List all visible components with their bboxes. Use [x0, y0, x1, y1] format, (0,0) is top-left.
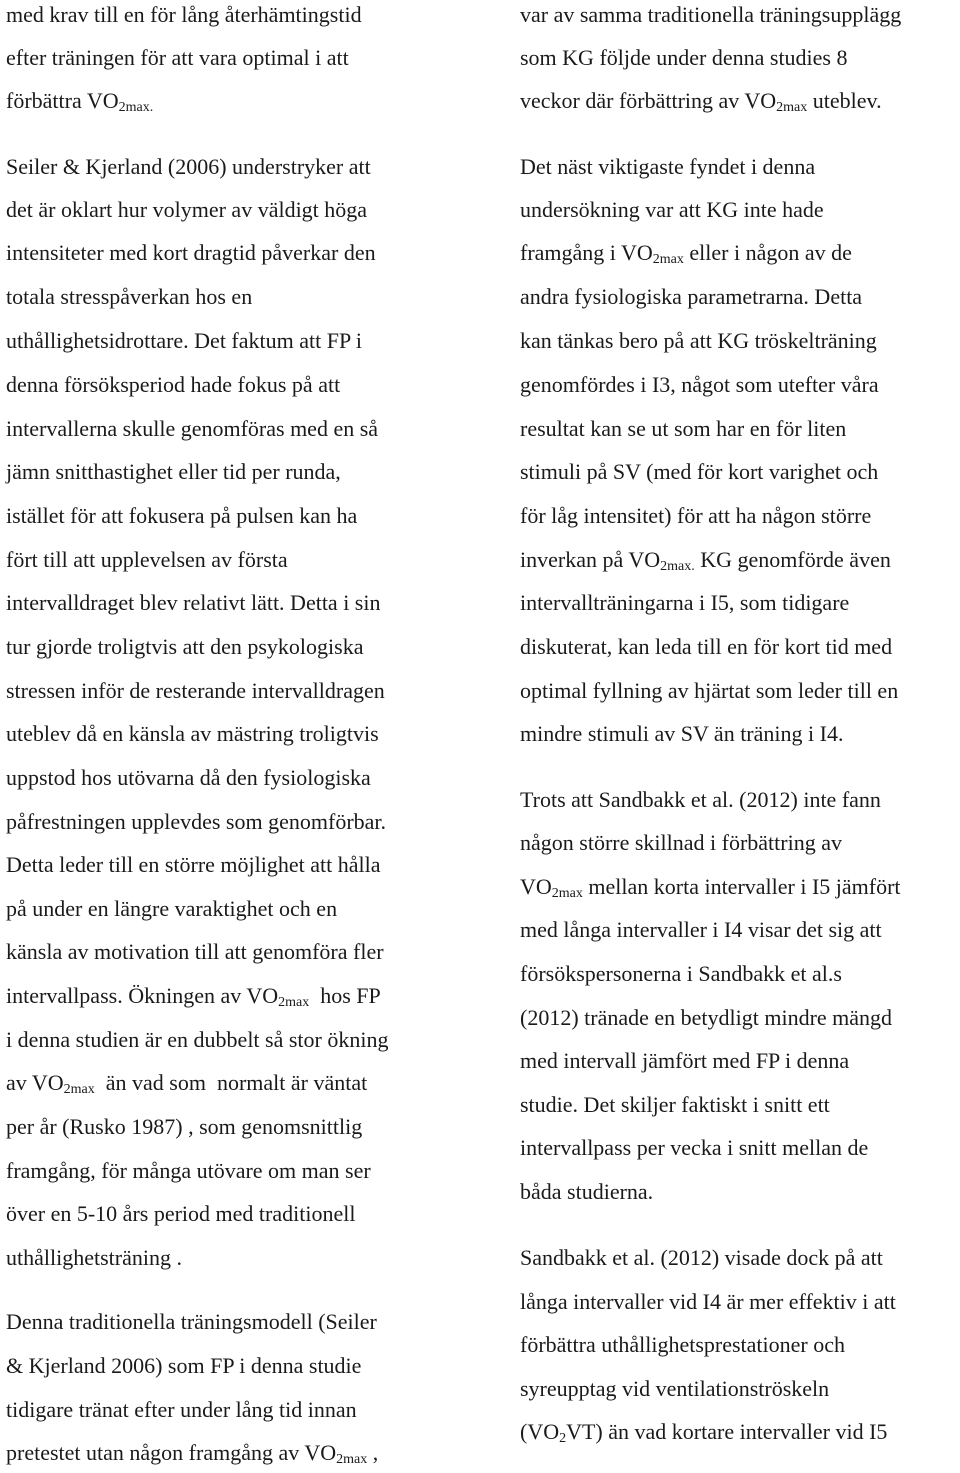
text-line-main: uthållighetsträning . — [6, 1245, 182, 1270]
text-line-tail: VT) än vad kortare intervaller vid I5 — [566, 1419, 888, 1444]
text-line — [520, 284, 862, 310]
text-line-tail: eller i någon av de — [683, 240, 852, 265]
text-line-main: Seiler & Kjerland (2006) understryker att — [6, 154, 371, 179]
text-line-main: mindre stimuli av SV än träning i I4. — [520, 721, 844, 746]
text-line — [520, 917, 882, 943]
text-line — [6, 765, 371, 791]
text-line — [520, 2, 901, 28]
text-line — [6, 1397, 357, 1423]
text-line — [520, 1135, 868, 1161]
text-line — [6, 1158, 371, 1184]
subscript: 2max — [63, 1082, 95, 1097]
text-line — [6, 590, 380, 616]
text-line-main: försökspersonerna i Sandbakk et al.s — [520, 961, 842, 986]
text-line-main: det är oklart hur volymer av väldigt höga — [6, 197, 368, 222]
subscript: 2max — [776, 100, 808, 115]
text-line — [6, 721, 379, 747]
text-line-main: intervallträningarna i I5, som tidigare — [520, 590, 850, 615]
text-line-main: andra fysiologiska parametrarna. Detta — [520, 284, 863, 309]
text-line — [6, 809, 386, 835]
text-line — [6, 1027, 388, 1053]
text-line — [520, 1332, 845, 1358]
text-line — [6, 678, 385, 704]
text-line-main: pretestet utan någon framgång av VO — [6, 1440, 337, 1465]
text-line-main: intervallerna skulle genomföras med en så — [6, 416, 379, 441]
text-line — [520, 1092, 830, 1118]
text-line-main: Denna traditionella träningsmodell (Seiler — [6, 1309, 377, 1334]
text-line — [520, 961, 842, 987]
text-line — [6, 1353, 361, 1379]
text-line-main: tur gjorde troligtvis att den psykologiska — [6, 634, 364, 659]
text-line-tail: hos FP — [309, 983, 381, 1008]
text-line — [520, 88, 882, 121]
text-line-main: på under en längre varaktighet och en — [6, 896, 338, 921]
text-line — [520, 1245, 883, 1271]
text-line-main: uthållighetsidrottare. Det faktum att FP i — [6, 328, 363, 353]
text-line-main: stimuli på SV (med för kort varighet och — [520, 459, 879, 484]
text-line — [520, 503, 871, 529]
text-line-main: med långa intervaller i I4 visar det sig att — [520, 917, 882, 942]
text-line — [6, 1245, 182, 1271]
text-line — [6, 372, 340, 398]
text-line-main: studie. Det skiljer faktiskt i snitt ett — [520, 1092, 830, 1117]
subscript: 2max. — [660, 559, 695, 574]
text-line — [520, 634, 892, 660]
text-line — [520, 1179, 653, 1205]
text-line-main: med intervall jämfört med FP i denna — [520, 1048, 850, 1073]
text-line-main: av VO — [6, 1070, 64, 1095]
text-line-main: kan tänkas bero på att KG tröskelträning — [520, 328, 877, 353]
text-line-main: (VO — [520, 1419, 560, 1444]
text-line-main: intervallpass. Ökningen av VO — [6, 983, 279, 1008]
text-line-main: båda studierna. — [520, 1179, 654, 1204]
text-line — [6, 1201, 355, 1227]
subscript: 2max — [551, 886, 583, 901]
text-line — [6, 852, 380, 878]
text-line — [520, 416, 846, 442]
text-line-main: jämn snitthastighet eller tid per runda, — [6, 459, 341, 484]
text-line-main: Sandbakk et al. (2012) visade dock på att — [520, 1245, 883, 1270]
text-line-main: genomfördes i I3, något som utefter våra — [520, 372, 879, 397]
text-line-main: diskuterat, kan leda till en för kort tid med — [520, 634, 893, 659]
text-line-tail: uteblev. — [807, 88, 882, 113]
text-line — [520, 590, 849, 616]
text-line-tail: mellan korta intervaller i I5 jämfört — [582, 874, 901, 899]
text-line — [6, 197, 367, 223]
text-line-main: totala stresspåverkan hos en — [6, 284, 253, 309]
text-line — [520, 547, 891, 580]
text-line — [520, 372, 879, 398]
text-line-tail: KG genomförde även — [694, 547, 891, 572]
text-line-tail: än vad som normalt är väntat — [94, 1070, 368, 1095]
text-line-main: intervalldraget blev relativt lätt. Detta i sin — [6, 590, 381, 615]
text-line-main: veckor där förbättring av VO — [520, 88, 777, 113]
text-line-main: resultat kan se ut som har en för liten — [520, 416, 847, 441]
text-line-main: efter träningen för att vara optimal i att — [6, 45, 349, 70]
text-line-main: för låg intensitet) för att ha någon större — [520, 503, 872, 528]
text-line-main: fört till att upplevelsen av första — [6, 547, 288, 572]
text-line — [6, 88, 153, 121]
text-line-main: optimal fyllning av hjärtat som leder till en — [520, 678, 899, 703]
text-line-main: intensiteter med kort dragtid påverkar den — [6, 240, 376, 265]
text-line-main: stressen inför de resterande intervalldragen — [6, 678, 385, 703]
text-line-main: tidigare tränat efter under lång tid innan — [6, 1397, 357, 1422]
text-line-main: framgång, för många utövare om man ser — [6, 1158, 371, 1183]
text-line — [6, 547, 288, 573]
text-line — [520, 197, 824, 223]
text-line-main: uteblev då en känsla av mästring troligtvis — [6, 721, 379, 746]
text-line-main: istället för att fokusera på pulsen kan ha — [6, 503, 358, 528]
text-line — [6, 328, 362, 354]
text-line-main: var av samma traditionella träningsupplägg — [520, 2, 902, 27]
text-line — [6, 503, 357, 529]
text-line-main: per år (Rusko 1987) , som genomsnittlig — [6, 1114, 363, 1139]
text-line — [6, 45, 349, 71]
text-line-main: (2012) tränade en betydligt mindre mängd — [520, 1005, 893, 1030]
text-line — [6, 459, 341, 485]
text-line-main: VO — [520, 874, 552, 899]
text-line-main: med krav till en för lång återhämtingstid — [6, 2, 362, 27]
text-line — [6, 2, 362, 28]
text-line-main: över en 5-10 års period med traditionell — [6, 1201, 356, 1226]
text-line — [6, 416, 378, 442]
text-line-main: långa intervaller vid I4 är mer effektiv i att — [520, 1289, 896, 1314]
text-line — [6, 896, 337, 922]
text-line — [520, 1419, 887, 1452]
text-line-main: syreupptag vid ventilationströskeln — [520, 1376, 830, 1401]
text-line-main: någon större skillnad i förbättring av — [520, 830, 842, 855]
text-line-main: Trots att Sandbakk et al. (2012) inte fann — [520, 787, 881, 812]
text-line — [6, 634, 363, 660]
text-line-main: Det näst viktigaste fyndet i denna — [520, 154, 816, 179]
text-line — [520, 721, 843, 747]
text-line — [6, 284, 252, 310]
text-line-main: som KG följde under denna studies 8 — [520, 45, 848, 70]
subscript: 2max — [652, 252, 684, 267]
text-line — [6, 983, 381, 1016]
text-line-main: förbättra VO — [6, 88, 119, 113]
text-line-main: känsla av motivation till att genomföra fler — [6, 939, 384, 964]
subscript: 2max — [336, 1452, 368, 1467]
text-line-main: & Kjerland 2006) som FP i denna studie — [6, 1353, 362, 1378]
text-line-tail: , — [367, 1440, 379, 1465]
text-line — [520, 240, 852, 273]
subscript: 2max — [278, 995, 310, 1010]
text-line-main: undersökning var att KG inte hade — [520, 197, 824, 222]
text-line — [6, 939, 384, 965]
text-line — [520, 1289, 896, 1315]
subscript: 2 — [559, 1431, 567, 1446]
text-line — [520, 830, 842, 856]
text-line — [520, 678, 898, 704]
text-line-main: framgång i VO — [520, 240, 653, 265]
text-line-main: Detta leder till en större möjlighet att hålla — [6, 852, 381, 877]
text-line-main: påfrestningen upplevdes som genomförbar. — [6, 809, 387, 834]
text-line-main: denna försöksperiod hade fokus på att — [6, 372, 341, 397]
text-line — [520, 45, 848, 71]
subscript: 2max. — [118, 100, 154, 115]
text-line — [520, 1048, 849, 1074]
text-line — [520, 459, 878, 485]
text-line — [6, 1070, 367, 1103]
text-line-main: förbättra uthållighetsprestationer och — [520, 1332, 845, 1357]
text-line — [520, 154, 815, 180]
text-line — [6, 154, 371, 180]
text-line — [520, 1376, 829, 1402]
text-line-main: i denna studien är en dubbelt så stor ökning — [6, 1027, 389, 1052]
text-line — [6, 1114, 362, 1140]
text-line — [6, 1309, 377, 1335]
text-line-main: intervallpass per vecka i snitt mellan de — [520, 1135, 869, 1160]
text-line — [520, 874, 901, 907]
text-line — [520, 1005, 892, 1031]
text-line — [6, 240, 376, 266]
text-line — [520, 787, 881, 813]
text-line-main: inverkan på VO — [520, 547, 661, 572]
text-line — [6, 1440, 378, 1473]
text-line-main: uppstod hos utövarna då den fysiologiska — [6, 765, 371, 790]
text-line — [520, 328, 877, 354]
